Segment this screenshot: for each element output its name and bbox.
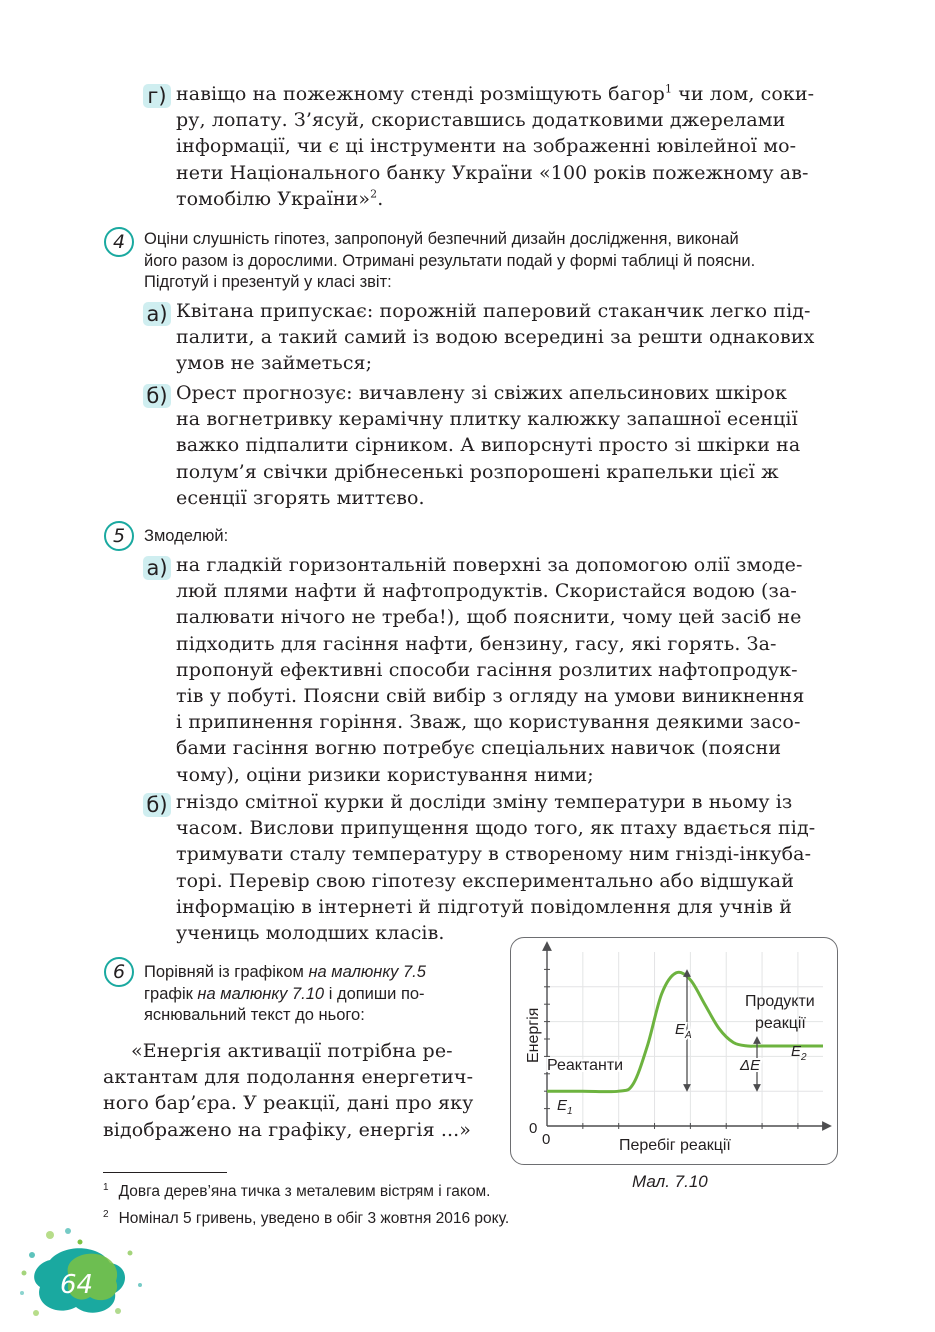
page-number: 64 — [60, 1270, 94, 1300]
item-5a-text: на гладкій горизонтальній поверхні за допомогою олії змоде- люй плями нафти й нафтопродуктів. Скористайся водою (за- палювати нічого не треба!), щоб пояснити, чому цей засіб не підходить для гасіння нафти, бензину, гасу, які горять. За- пропонуй ефективні способи гасіння розлитих нафтопродук- тів у побуті. Поясни свій вибір з огляду на умови виникнення і припинення горіння. Зваж, що користування деякими засо- бами гасіння вогню потребує спеціальних навичок (поясни чому), оціни ризики користування ними; — [176, 554, 805, 786]
y-axis-label: Енергія — [525, 1007, 542, 1063]
item-letter-b-4: б) — [143, 384, 171, 408]
footnote-1: $^1$ Довга дерев’яна тичка з металевим вістрям і гаком. — [103, 1181, 491, 1200]
figure-caption: Мал. 7.10 — [632, 1172, 708, 1191]
item-letter-a-4: а) — [143, 302, 171, 326]
task-number-5: 5 — [104, 521, 134, 551]
task-number-6: 6 — [104, 957, 134, 987]
products-label-line1: Продукти — [745, 993, 815, 1010]
task-number-4: 4 — [104, 227, 134, 257]
reactants-label: Реактанти — [547, 1057, 624, 1074]
item-4a-text: Квітана припускає: порожній паперовий стаканчик легко під- палити, а такий самий із водою всередині за решти однакових умов не займеться; — [176, 300, 815, 375]
item-4b-text: Орест прогнозує: вичавлену зі свіжих апельсинових шкірок на вогнетривку керамічну плитку калюжку запашної есенції важко підпалити сірником. А випорснуті просто зі шкірки на полум’я свічки дрібнесенькі розпорошені крапельки цієї ж есенції згорять миттєво. — [176, 382, 801, 509]
ea-label: $E_A$ — [675, 1021, 692, 1041]
item-letter-a-5: а) — [143, 556, 171, 580]
item-letter-b-5: б) — [143, 793, 171, 817]
footnote-2: $^2$ Номінал 5 гривень, уведено в обіг 3 жовтня 2016 року. — [103, 1208, 510, 1227]
products-label-line2: реакції — [755, 1015, 806, 1032]
y-origin-label: 0 — [529, 1120, 538, 1137]
x-origin-label: 0 — [542, 1131, 551, 1148]
energy-chart — [511, 938, 837, 1164]
footnote-divider — [103, 1172, 227, 1173]
page-number-badge — [10, 1215, 150, 1330]
task-6-text: Порівняй із графіком на малюнку 7.5 графік на малюнку 7.10 і допиши по- яснювальний текст до нього: — [144, 963, 426, 1024]
delta-e-label: ΔE — [740, 1057, 761, 1074]
e1-label: $E_1$ — [557, 1097, 573, 1117]
x-axis-label: Перебіг реакції — [619, 1137, 731, 1154]
energy-chart-frame — [510, 937, 838, 1165]
task-5-intro: Змоделюй: — [144, 527, 229, 545]
item-letter-g: г) — [143, 84, 171, 108]
task-4-text: Оціни слушність гіпотез, запропонуй безпечний дизайн дослідження, виконай його разом із дорослими. Отримані результати подай у формі таблиці й поясни. Підготуй і презентуй у класі звіт: — [144, 230, 756, 291]
item-g-text: навіщо на пожежному стенді розміщують багор$^1$ чи лом, соки- ру, лопату. З’ясуй, скориставшись додатковими джерелами інформації, чи є ці інструменти на зображенні ювілейної мо- нети Національного банку України «100 років пожежному ав- томобілю України»$^2$. — [176, 82, 815, 210]
e2-label: $E_2$ — [791, 1043, 807, 1063]
task-6-quote: «Енергія активації потрібна ре- актантам для подолання енергетич- ного бар’єра. У реакції, дані про яку відображено на графіку, енергія ...» — [103, 1040, 474, 1141]
item-5b-text: гніздо смітної курки й досліди зміну температури в ньому із часом. Вислови припущення щодо того, як птаху вдається під- тримувати сталу температуру в створеному ним гнізді-інкуба- торі. Перевір свою гіпотезу експериментально або відшукай інформацію в інтернеті й підготуй повідомлення для учнів й учениць молодших класів. — [176, 791, 816, 945]
